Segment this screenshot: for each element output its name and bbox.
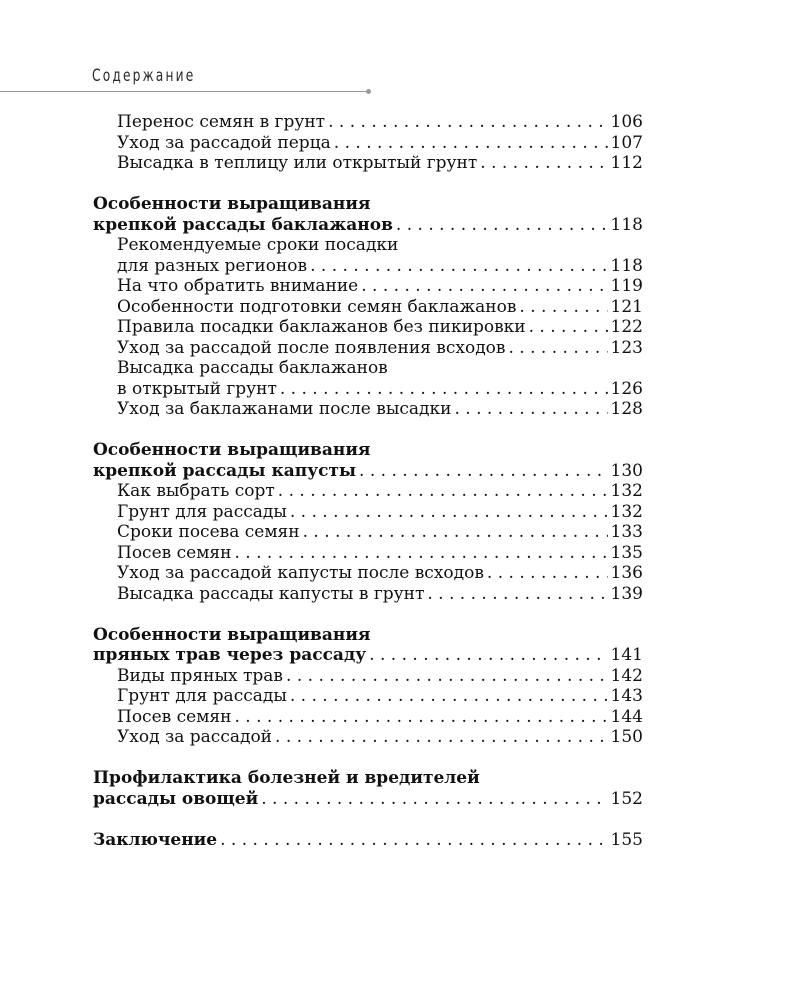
dot-leader [361,276,607,297]
toc-entry-line [93,235,643,256]
toc-page-number: 144 [610,706,643,727]
dot-leader [396,215,608,236]
toc-entry-line [93,707,643,728]
toc-page-number: 152 [610,788,643,809]
dot-leader [280,379,608,400]
toc-page-number: 141 [610,645,643,665]
toc-entry-line [93,338,643,359]
dot-leader [234,707,607,728]
toc-entry-title: пряных трав через рассаду [93,645,367,665]
dot-leader [278,481,608,502]
toc-entry-title: Высадка в теплицу или открытый грунт [117,153,478,173]
toc-entry-title: крепкой рассады капусты [93,460,357,481]
dot-leader [303,522,608,543]
toc-entry-line [93,522,643,543]
toc-entry-line [93,481,643,502]
toc-page-number: 130 [610,460,643,481]
toc-section-line [93,789,643,810]
page-header-title: Содержание [92,66,196,86]
dot-leader [328,112,607,133]
toc-page-number: 107 [610,132,643,153]
toc-page-number: 128 [610,399,643,419]
toc-page-number: 121 [610,296,643,317]
toc-entry-title: Посев семян [117,542,232,563]
toc-page-number: 112 [610,153,643,173]
dot-leader [529,317,608,338]
dot-leader [359,461,608,482]
toc-entry-title: Профилактика болезней и вредителей [93,768,480,788]
dot-leader [334,133,608,154]
toc-entry-title: Виды пряных трав [117,665,284,686]
dot-leader [369,645,607,666]
dot-leader [508,338,607,359]
toc-entry-line [93,584,643,605]
dot-leader [286,666,608,687]
toc-entry-title: Сроки посева семян [117,522,300,542]
toc-page-number: 133 [610,522,643,542]
toc-entry-title: Уход за рассадой [117,727,273,747]
toc-page-number: 118 [610,214,643,235]
dot-leader [480,153,607,174]
toc-entry-line [93,379,643,400]
toc-entry-title: Грунт для рассады [117,686,287,706]
toc-section-line [93,194,643,215]
section-spacer [93,174,643,195]
toc-section-line [93,461,643,482]
toc-entry-line [93,502,643,523]
toc-entry-line [93,543,643,564]
toc-entry-title: Уход за баклажанами после высадки [117,399,452,419]
toc-page-number: 106 [610,112,643,132]
toc-entry-title: Особенности подготовки семян баклажанов [117,296,517,317]
dot-leader [310,256,607,277]
table-of-contents [93,112,643,850]
toc-entry-line [93,399,643,420]
toc-page-number: 123 [610,337,643,358]
toc-page-number: 119 [610,276,643,296]
toc-entry-title: рассады овощей [93,788,259,809]
toc-page-number: 126 [610,378,643,399]
toc-entry-line [93,297,643,318]
section-spacer [93,604,643,625]
section-spacer [93,809,643,830]
toc-page-number: 132 [610,501,643,522]
toc-page-number: 132 [610,481,643,501]
dot-leader [290,686,608,707]
toc-page-number: 150 [610,727,643,747]
toc-entry-line [93,256,643,277]
toc-section-line [93,645,643,666]
toc-page-number: 142 [610,665,643,686]
toc-entry-title: Грунт для рассады [117,501,287,522]
toc-entry-line [93,153,643,174]
header-divider [0,91,368,92]
section-spacer [93,748,643,769]
toc-entry-title: Уход за рассадой перца [117,132,331,153]
toc-entry-title: в открытый грунт [117,378,277,399]
toc-section-line [93,768,643,789]
toc-entry-line [93,112,643,133]
toc-entry-line [93,317,643,338]
section-spacer [93,420,643,441]
toc-section-line [93,625,643,646]
toc-section-line [93,215,643,236]
toc-entry-line [93,133,643,154]
toc-page-number: 135 [610,542,643,563]
toc-entry-title: Как выбрать сорт [117,481,275,501]
toc-page-number: 136 [610,563,643,583]
toc-entry-title: Заключение [93,829,218,850]
dot-leader [454,399,607,420]
toc-entry-line [93,686,643,707]
toc-entry-title: Уход за рассадой после появления всходов [117,337,506,358]
toc-page-number: 118 [610,255,643,276]
dot-leader [261,789,607,810]
toc-entry-title: Правила посадки баклажанов без пикировки [117,317,526,337]
toc-entry-title: Перенос семян в грунт [117,112,326,132]
toc-entry-line [93,666,643,687]
toc-entry-title: Посев семян [117,706,232,727]
toc-entry-title: Рекомендуемые сроки посадки [117,235,399,255]
toc-entry-line [93,563,643,584]
toc-page-number: 122 [610,317,643,337]
dot-leader [234,543,607,564]
header-divider-dot [366,89,371,94]
dot-leader [487,563,608,584]
toc-section-line [93,830,643,851]
toc-page-number: 155 [610,829,643,850]
toc-entry-title: для разных регионов [117,255,308,276]
toc-entry-title: Особенности выращивания [93,624,371,645]
toc-entry-title: Высадка рассады капусты в грунт [117,583,425,604]
toc-entry-title: Уход за рассадой капусты после всходов [117,563,484,583]
toc-entry-line [93,727,643,748]
toc-entry-line [93,276,643,297]
toc-page-number: 139 [610,583,643,604]
dot-leader [519,297,607,318]
toc-entry-title: крепкой рассады баклажанов [93,214,393,235]
toc-entry-title: На что обратить внимание [117,276,359,296]
dot-leader [275,727,608,748]
toc-section-line [93,440,643,461]
dot-leader [427,584,607,605]
toc-page-number: 143 [610,686,643,706]
toc-entry-title: Особенности выращивания [93,194,371,214]
toc-entry-title: Особенности выращивания [93,440,371,460]
dot-leader [220,830,607,851]
toc-entry-line [93,358,643,379]
toc-entry-title: Высадка рассады баклажанов [117,358,388,378]
dot-leader [290,502,608,523]
